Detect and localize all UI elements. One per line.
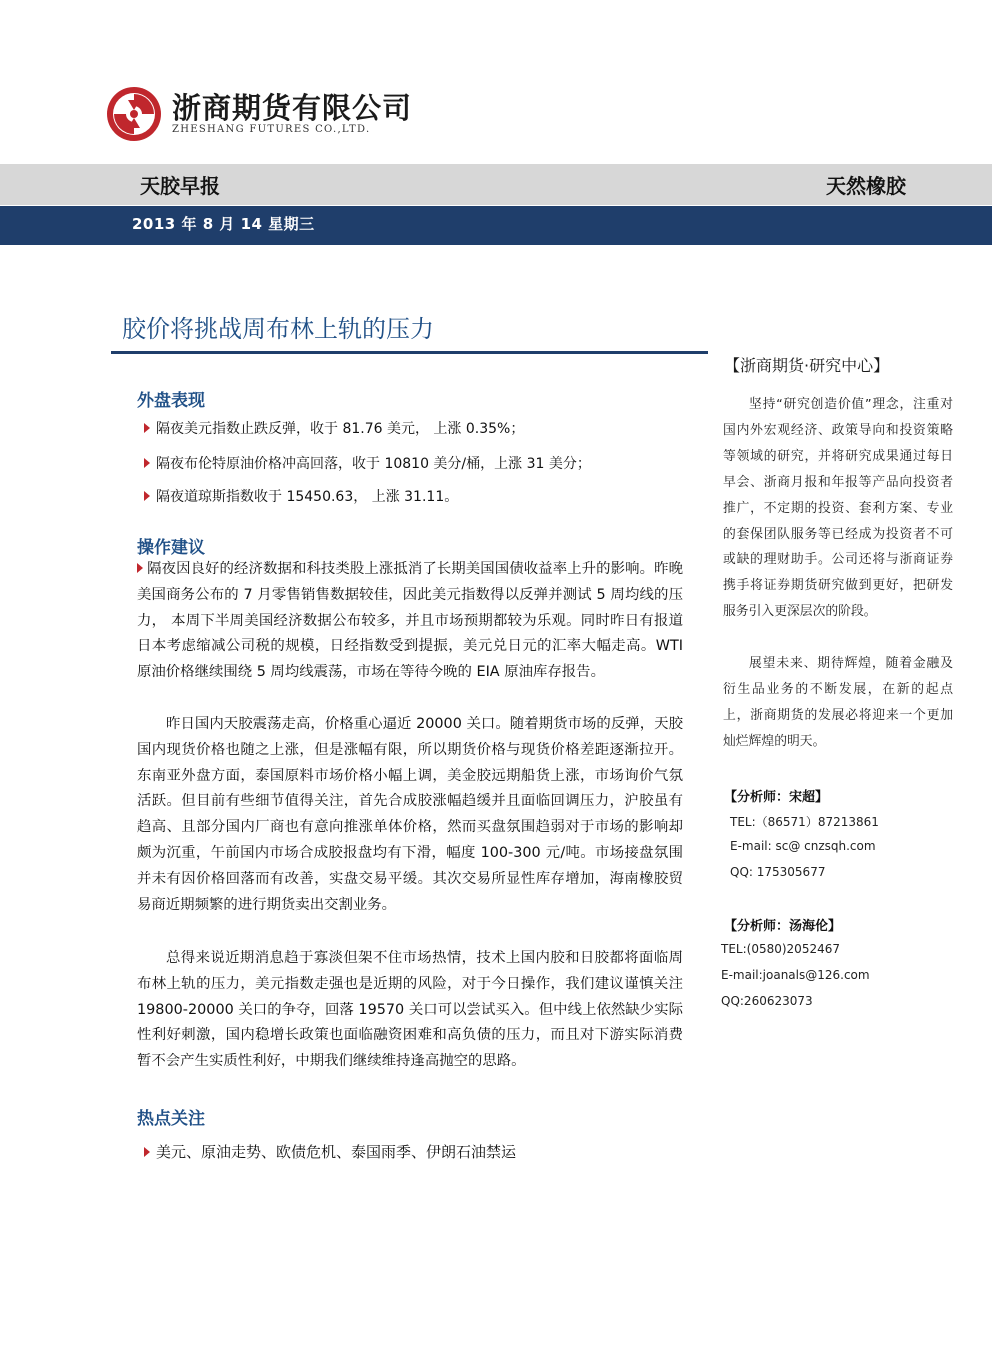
section-title-hotspots: 热点关注 (137, 1109, 205, 1129)
section-title-advice: 操作建议 (137, 538, 205, 558)
zheshang-logo-icon (106, 86, 162, 142)
analyst-tel: TEL:（86571）87213861 (730, 815, 879, 829)
section-title-overseas: 外盘表现 (137, 391, 205, 411)
advice-paragraph-1: 隔夜因良好的经济数据和科技类股上涨抵消了长期美国国债收益率上升的影响。昨晚美国商务公布的 7 月零售销售数据较佳，因此美元指数得以反弹并测试 5 周均线的压力， 本周下半周美国经济数据公布较多，并且市场预期都较为乐观。同时昨日有报道日本考虑缩减公司税的规模，日经指数受到提振，美元兑日元的汇率大幅走高。WTI 原油价格继续围绕 5 周均线震荡，市场在等待今晚的 EIA 原油库存报告。 (137, 561, 683, 681)
advice-paragraph-2: 昨日国内天胶震荡走高，价格重心逼近 20000 关口。随着期货市场的反弹，天胶国内现货价格也随之上涨，但是涨幅有限，所以期货价格与现货价格差距逐渐拉开。东南亚外盘方面，泰国原料市场价格小幅上调，美金胶远期船货上涨，市场询价气氛活跃。但目前有些细节值得关注，首先合成胶涨幅趋缓并且面临回调压力，沪胶虽有趋高、且部分国内厂商也有意向推涨单体价格，然而买盘氛围趋弱对于市场的影响却颇为沉重，午前国内市场合成胶报盘均有下滑，幅度 100-300 元/吨。市场接盘氛围并未有因价格回落而有改善，实盘交易平缓。其次交易所显性库存增加，海南橡胶贸易商近期频繁的进行期货卖出交割业务。 (137, 716, 683, 913)
analyst-email: E-mail:joanals@126.com (721, 968, 870, 982)
analyst-qq: QQ:260623073 (721, 994, 813, 1008)
list-item: 美元、原油走势、欧债危机、泰国雨季、伊朗石油禁运 (144, 1142, 516, 1162)
list-item: 隔夜布伦特原油价格冲高回落，收于 10810 美分/桶，上涨 31 美分； (144, 454, 591, 474)
analyst-header: 【分析师：宋超】 (724, 790, 829, 805)
analyst-qq: QQ: 175305677 (730, 865, 826, 879)
list-item: 隔夜道琼斯指数收于 15450.63， 上涨 31.11。 (144, 487, 458, 507)
advice-paragraph-3: 总得来说近期消息趋于寡淡但架不住市场热情，技术上国内胶和日胶都将面临周布林上轨的压力，美元指数走强也是近期的风险，对于今日操作，我们建议谨慎关注 19800-20000 关口的争夺，回落 19570 关口可以尝试买入。但中线上依然缺少实际性利好刺激，国内稳增长政策也面临融资困难和高负债的压力，而且对下游实际消费暂不会产生实质性利好，中期我们继续维持逢高抛空的思路。 (137, 950, 683, 1070)
report-category: 天然橡胶 (826, 174, 906, 198)
sidebar-outlook: 展望未来、期待辉煌，随着金融及衍生品业务的不断发展，在新的起点上，浙商期货的发展必将迎来一个更加灿烂辉煌的明天。 (723, 656, 953, 749)
sidebar-heading: 【浙商期货·研究中心】 (724, 356, 890, 375)
analyst-email: E-mail: sc@ cnzsqh.com (730, 839, 876, 853)
sidebar-intro: 坚持“研究创造价值”理念，注重对国内外宏观经济、政策导向和投资策略等领域的研究，并将研究成果通过每日早会、浙商月报和年报等产品向投资者推广，不定期的投资、套利方案、专业的套保团队服务等已经成为投资者不可或缺的理财助手。公司还将与浙商证券携手将证券期货研究做到更好，把研发服务引入更深层次的阶段。 (723, 397, 953, 620)
bullet-arrow-icon (137, 563, 143, 573)
bullet-arrow-icon (144, 491, 150, 501)
analyst-header: 【分析师：汤海伦】 (724, 919, 842, 934)
report-date: 2013 年 8 月 14 星期三 (132, 215, 315, 233)
bullet-arrow-icon (144, 458, 150, 468)
headline-divider (111, 351, 708, 354)
bullet-arrow-icon (144, 423, 150, 433)
report-headline: 胶价将挑战周布林上轨的压力 (122, 315, 434, 343)
bullet-arrow-icon (144, 1147, 150, 1157)
list-item: 隔夜美元指数止跌反弹，收于 81.76 美元， 上涨 0.35%； (144, 419, 524, 439)
analyst-tel: TEL:(0580)2052467 (721, 942, 840, 956)
company-name-cn: 浙商期货有限公司 (172, 91, 413, 125)
company-name-en: ZHESHANG FUTURES CO.,LTD. (172, 124, 371, 135)
report-name: 天胶早报 (140, 174, 220, 198)
